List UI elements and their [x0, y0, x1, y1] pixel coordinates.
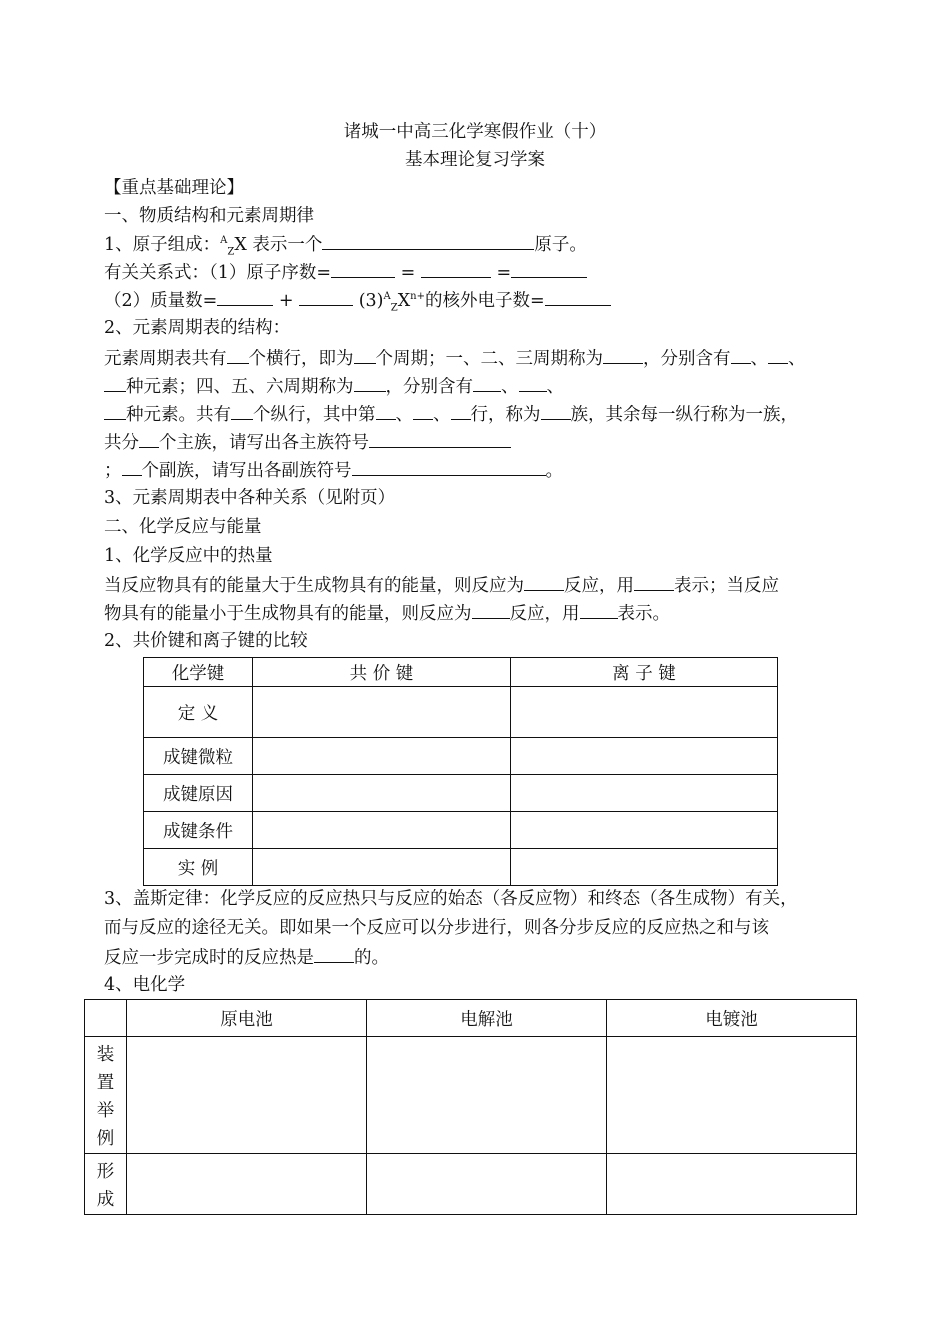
periodic-table-heading: 2、元素周期表的结构： [104, 318, 291, 338]
table-header-row [85, 1000, 857, 1037]
page-title: 诸城一中高三化学寒假作业（十） [343, 122, 607, 142]
row-label: 成键原因 [144, 775, 253, 812]
reaction-heat-line-2: 物具有的能量小于生成物具有的能量，则反应为 反应，用 表示。 [104, 601, 670, 626]
header-cell: 离 子 键 [511, 658, 778, 687]
answer-blank[interactable] [322, 232, 534, 250]
answer-blank[interactable] [524, 573, 564, 591]
header-cell: 电解池 [367, 1000, 607, 1037]
answer-blank[interactable] [541, 402, 571, 420]
answer-cell[interactable] [253, 849, 511, 886]
answer-blank[interactable] [299, 288, 353, 306]
atom-composition-line: 1、原子组成：$^A_Z$X 表示一个 原子。 [104, 232, 587, 257]
row-label: 装 置 举 例 [85, 1037, 127, 1154]
answer-blank[interactable] [519, 374, 547, 392]
answer-blank[interactable] [354, 346, 376, 364]
answer-cell[interactable] [367, 1037, 607, 1154]
answer-blank[interactable] [352, 458, 546, 476]
row-label: 成键微粒 [144, 738, 253, 775]
answer-cell[interactable] [367, 1154, 607, 1215]
answer-blank[interactable] [122, 458, 142, 476]
periodic-text-line-1: 元素周期表共有 个横行，即为 个周期；一、二、三周期称为 ，分别含有 、 、 [104, 346, 806, 371]
periodic-text-line-4: 共分 个主族，请写出各主族符号 [104, 430, 511, 455]
answer-blank[interactable] [473, 374, 501, 392]
answer-blank[interactable] [314, 945, 354, 963]
answer-blank[interactable] [731, 346, 751, 364]
answer-cell[interactable] [511, 849, 778, 886]
table-header-row [144, 658, 778, 687]
answer-cell[interactable] [253, 812, 511, 849]
header-cell: 原电池 [127, 1000, 367, 1037]
electrochemistry-heading: 4、电化学 [104, 975, 186, 995]
header-cell: 化学键 [144, 658, 253, 687]
answer-cell[interactable] [511, 738, 778, 775]
answer-blank[interactable] [331, 260, 395, 278]
answer-blank[interactable] [376, 402, 396, 420]
table-row [144, 849, 778, 886]
answer-cell[interactable] [511, 812, 778, 849]
table-row [144, 738, 778, 775]
answer-cell[interactable] [253, 687, 511, 738]
answer-blank[interactable] [104, 374, 126, 392]
answer-blank[interactable] [139, 430, 159, 448]
row-label: 形 成 [85, 1154, 127, 1215]
answer-blank[interactable] [104, 402, 126, 420]
periodic-text-line-5: ； 个副族，请写出各副族符号 。 [104, 458, 563, 483]
answer-cell[interactable] [607, 1154, 857, 1215]
hess-law-line-2: 而与反应的途径无关。即如果一个反应可以分步进行，则各分步反应的反应热之和与该 [104, 918, 769, 938]
row-label: 定 义 [144, 687, 253, 738]
answer-blank[interactable] [634, 573, 674, 591]
electrochemistry-table [84, 999, 857, 1215]
row-label: 成键条件 [144, 812, 253, 849]
header-cell: 电镀池 [607, 1000, 857, 1037]
row-label: 实 例 [144, 849, 253, 886]
answer-blank[interactable] [421, 260, 491, 278]
answer-cell[interactable] [511, 775, 778, 812]
hess-law-line-3: 反应一步完成时的反应热是 的。 [104, 945, 389, 970]
reaction-heat-heading: 1、化学反应中的热量 [104, 546, 273, 566]
answer-blank[interactable] [217, 288, 273, 306]
periodic-text-line-3: 种元素。共有 个纵行，其中第 、 、 行，称为 族，其余每一纵行称为一族， [104, 402, 798, 427]
answer-blank[interactable] [603, 346, 643, 364]
answer-cell[interactable] [511, 687, 778, 738]
header-cell: 共 价 键 [253, 658, 511, 687]
answer-cell[interactable] [253, 775, 511, 812]
section-heading: 【重点基础理论】 [104, 178, 244, 198]
periodic-relations-line: 3、元素周期表中各种关系（见附页） [104, 488, 396, 508]
mass-number-line: （2）质量数= + $(3)^A_ZX^{n+}$的核外电子数= [104, 288, 611, 313]
answer-cell[interactable] [607, 1037, 857, 1154]
answer-blank[interactable] [580, 601, 618, 619]
table-row [144, 687, 778, 738]
answer-blank[interactable] [511, 260, 587, 278]
page-subtitle: 基本理论复习学案 [405, 150, 545, 170]
bond-comparison-table [143, 657, 778, 886]
answer-blank[interactable] [227, 346, 249, 364]
answer-blank[interactable] [231, 402, 253, 420]
hess-law-line-1: 3、盖斯定律：化学反应的反应热只与反应的始态（各反应物）和终态（各生成物）有关， [104, 889, 798, 909]
answer-blank[interactable] [545, 288, 611, 306]
reaction-heat-line-1: 当反应物具有的能量大于生成物具有的能量，则反应为 反应，用 表示；当反应 [104, 573, 779, 598]
atomic-number-line: 有关关系式：（1）原子序数= = = [104, 260, 587, 285]
part2-heading: 二、化学反应与能量 [104, 517, 262, 537]
table-row [144, 812, 778, 849]
answer-blank[interactable] [354, 374, 386, 392]
answer-blank[interactable] [451, 402, 471, 420]
periodic-text-line-2: 种元素；四、五、六周期称为 ，分别含有 、 、 [104, 374, 564, 399]
bond-comparison-heading: 2、共价键和离子键的比较 [104, 631, 308, 651]
part1-heading: 一、物质结构和元素周期律 [104, 206, 314, 226]
answer-blank[interactable] [413, 402, 433, 420]
answer-blank[interactable] [768, 346, 788, 364]
answer-cell[interactable] [127, 1154, 367, 1215]
table-row [85, 1154, 857, 1215]
header-cell [85, 1000, 127, 1037]
table-row [85, 1037, 857, 1154]
answer-blank[interactable] [369, 430, 511, 448]
answer-blank[interactable] [472, 601, 510, 619]
table-row [144, 775, 778, 812]
answer-cell[interactable] [127, 1037, 367, 1154]
answer-cell[interactable] [253, 738, 511, 775]
